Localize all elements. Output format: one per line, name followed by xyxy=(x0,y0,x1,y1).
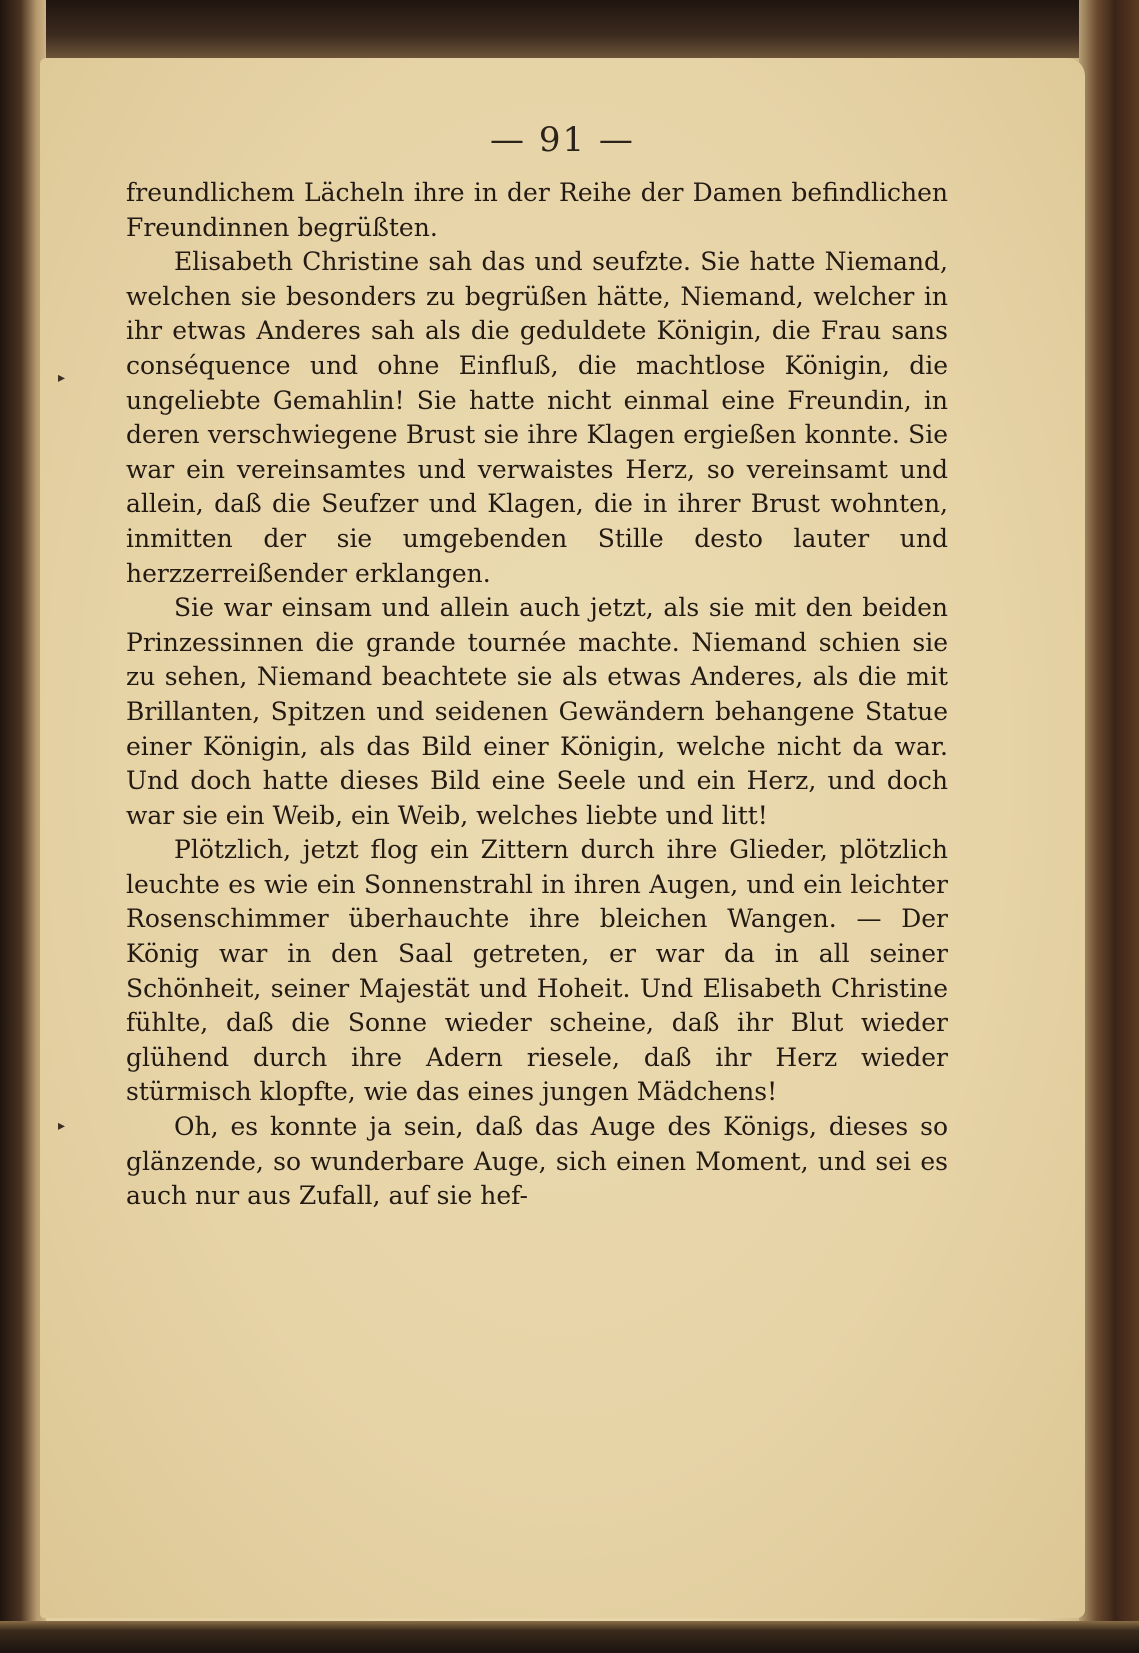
paragraph-5: Oh, es konnte ja sein, daß das Auge des Königs, dieses so glänzende, so wunderbare Auge, sich einen Moment, und sei es auch nur aus Zufall, auf sie hef- xyxy=(126,1112,948,1211)
page-number: — 91 — xyxy=(490,120,635,160)
margin-mark-icon: ▸ xyxy=(58,1118,66,1134)
paragraph-1: freundlichem Lächeln ihre in der Reihe der Damen befindlichen Freundinnen begrüßten. xyxy=(126,178,948,242)
page-text xyxy=(126,176,948,1214)
margin-mark-icon: ▸ xyxy=(58,370,66,386)
book-cover-top-edge xyxy=(0,0,1139,58)
book-cover-bottom-edge xyxy=(0,1621,1139,1653)
paragraph-3: Sie war einsam und allein auch jetzt, als sie mit den beiden Prinzessinnen die grande tournée machte. Niemand schien sie zu sehen, Niemand beachtete sie als etwas Anderes, als die mit Brillanten, Spitzen und seidenen Gewändern behangene Statue einer Königin, als das Bild einer Königin, welche nicht da war. Und doch hatte dieses Bild eine Seele und ein Herz, und doch war sie ein Weib, ein Weib, welches liebte und litt! xyxy=(126,593,948,830)
book-page xyxy=(40,58,1085,1618)
paragraph-2: Elisabeth Christine sah das und seufzte. Sie hatte Niemand, welchen sie besonders zu begrüßen hätte, Niemand, welcher in ihr etwas Anderes sah als die geduldete Königin, die Frau sans conséquence und ohne Einfluß, die machtlose Königin, die ungeliebte Gemahlin! Sie hatte nicht einmal eine Freundin, in deren verschwiegene Brust sie ihre Klagen ergießen konnte. Sie war ein vereinsamtes und verwaistes Herz, so vereinsamt und allein, daß die Seufzer und Klagen, die in ihrer Brust wohnten, inmitten der sie umgebenden Stille desto lauter und herzzerreißender erklangen. xyxy=(126,247,948,588)
book-cover-right-edge xyxy=(1079,0,1139,1653)
paragraph-4: Plötzlich, jetzt flog ein Zittern durch ihre Glieder, plötzlich leuchte es wie ein Sonnenstrahl in ihren Augen, und ein leichter Rosenschimmer überhauchte ihre bleichen Wangen. — Der König war in den Saal getreten, er war da in all seiner Schönheit, seiner Majestät und Hoheit. Und Elisabeth Christine fühlte, daß die Sonne wieder scheine, daß ihr Blut wieder glühend durch ihre Adern riesele, daß ihr Herz wieder stürmisch klopfte, wie das eines jungen Mädchens! xyxy=(126,835,948,1107)
